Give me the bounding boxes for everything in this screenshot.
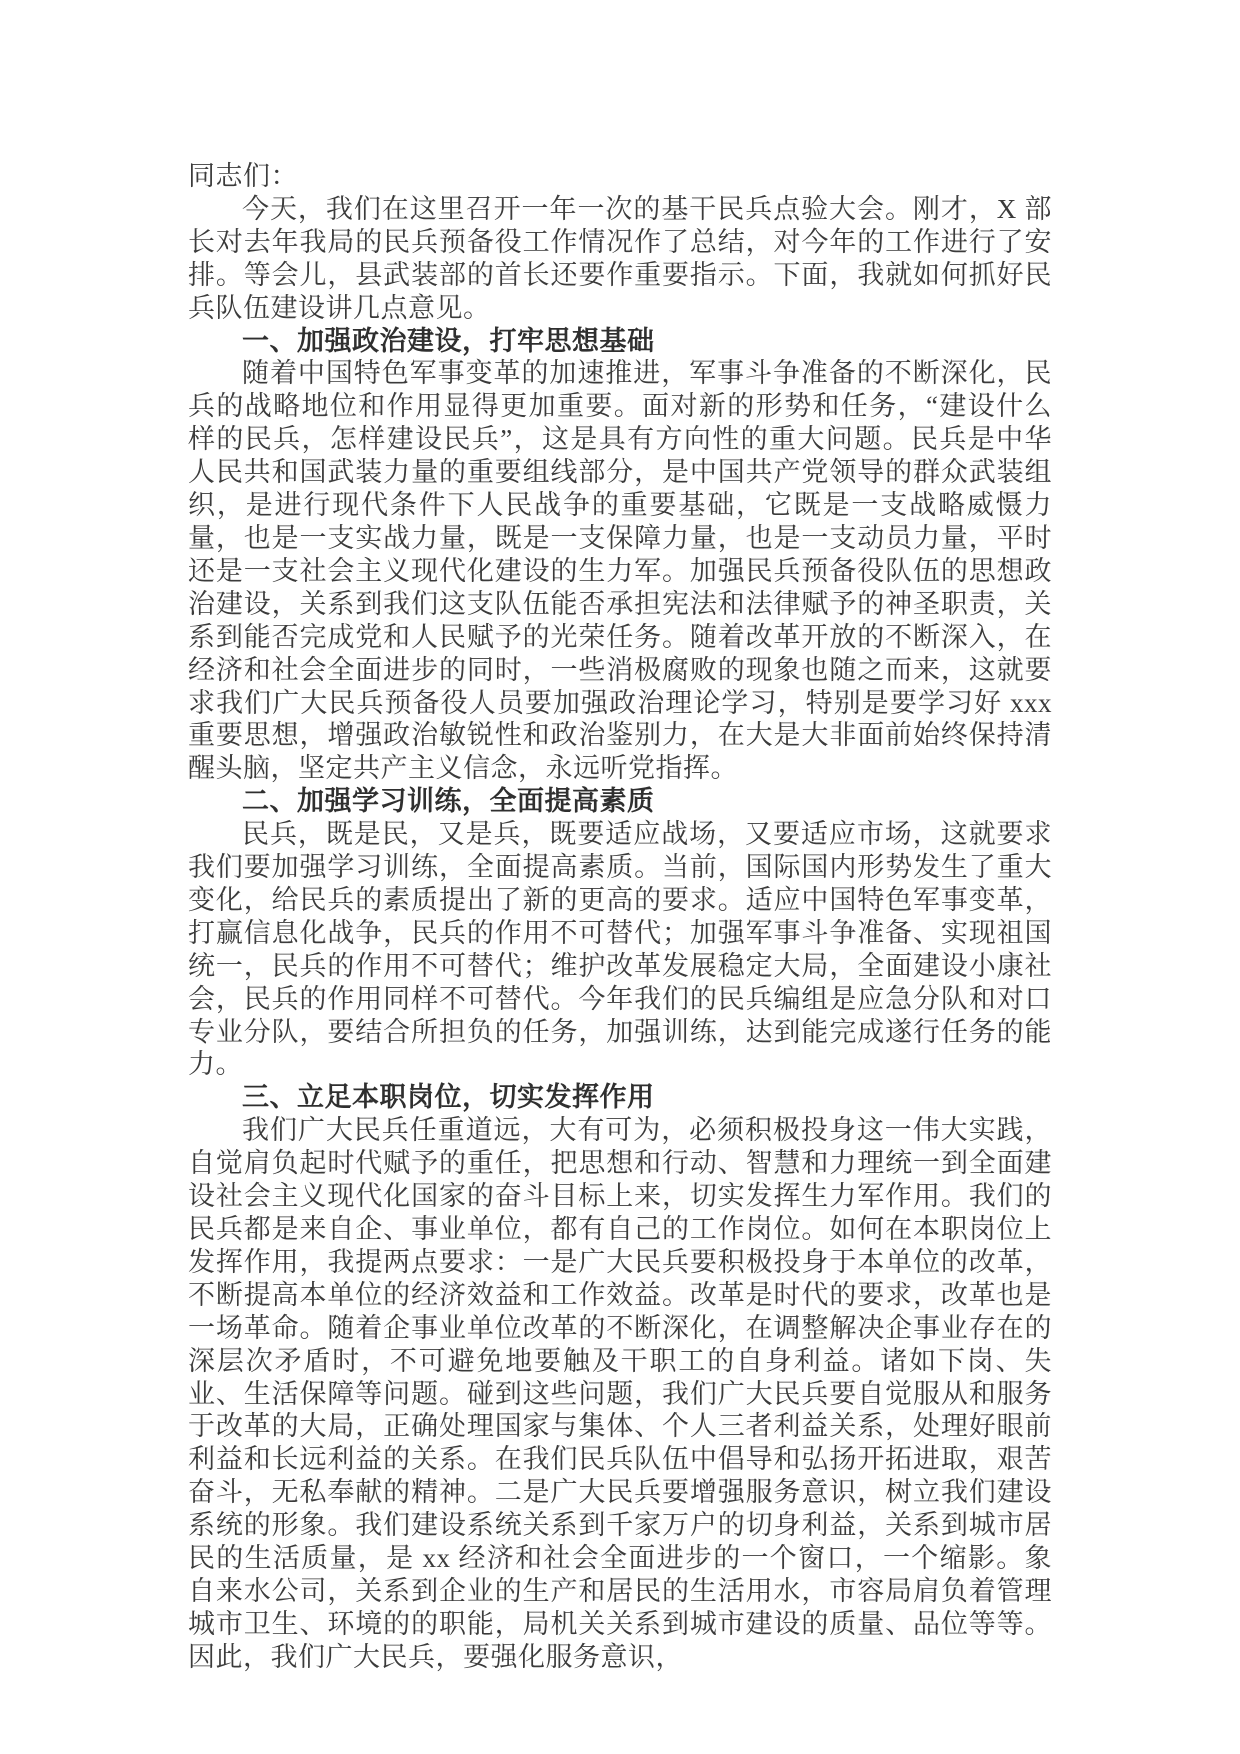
intro-paragraph: 今天，我们在这里召开一年一次的基干民兵点验大会。刚才，X 部长对去年我局的民兵预备役工作情况作了总结，对今年的工作进行了安排。等会儿，县武装部的首长还要作重要指示。下面，我就如何抓好民兵队伍建设讲几点意见。 xyxy=(188,193,1052,323)
section-1-heading: 一、加强政治建设，打牢思想基础 xyxy=(242,325,655,356)
salutation: 同志们： xyxy=(188,161,298,191)
section-2-paragraph: 民兵，既是民，又是兵，既要适应战场，又要适应市场，这就要求我们要加强学习训练，全面提高素质。当前，国际国内形势发生了重大变化，给民兵的素质提出了新的更高的要求。适应中国特色军事变革，打赢信息化战争，民兵的作用不可替代；加强军事斗争准备、实现祖国统一，民兵的作用不可替代；维护改革发展稳定大局，全面建设小康社会，民兵的作用同样不可替代。今年我们的民兵编组是应急分队和对口专业分队，要结合所担负的任务，加强训练，达到能完成遂行任务的能力。 xyxy=(188,819,1052,1080)
speech-document xyxy=(188,0,1052,1674)
section-3-heading: 三、立足本职岗位，切实发挥作用 xyxy=(242,1082,655,1113)
section-3-paragraph: 我们广大民兵任重道远，大有可为，必须积极投身这一伟大实践，自觉肩负起时代赋予的重任，把思想和行动、智慧和力理统一到全面建设社会主义现代化国家的奋斗目标上来，切实发挥生力军作用。我们的民兵都是来自企、事业单位，都有自己的工作岗位。如何在本职岗位上发挥作用，我提两点要求：一是广大民兵要积极投身于本单位的改革，不断提高本单位的经济效益和工作效益。改革是时代的要求，改革也是一场革命。随着企事业单位改革的不断深化，在调整解决企事业存在的深层次矛盾时，不可避免地要触及干职工的自身利益。诸如下岗、失业、生活保障等问题。碰到这些问题，我们广大民兵要自觉服从和服务于改革的大局，正确处理国家与集体、个人三者利益关系，处理好眼前利益和长远利益的关系。在我们民兵队伍中倡导和弘扬开拓进取，艰苦奋斗，无私奉献的精神。二是广大民兵要增强服务意识，树立我们建设系统的形象。我们建设系统关系到千家万户的切身利益，关系到城市居民的生活质量，是 xx 经济和社会全面进步的一个窗口，一个缩影。象自来水公司，关系到企业的生产和居民的生活用水，市容局肩负着管理城市卫生、环境的的职能，局机关关系到城市建设的质量、品位等等。因此，我们广大民兵，要强化服务意识， xyxy=(188,1115,1052,1672)
section-1-paragraph: 随着中国特色军事变革的加速推进，军事斗争准备的不断深化，民兵的战略地位和作用显得更加重要。面对新的形势和任务，“建设什么样的民兵，怎样建设民兵”，这是具有方向性的重大问题。民兵是中华人民共和国武装力量的重要组线部分，是中国共产党领导的群众武装组织，是进行现代条件下人民战争的重要基础，它既是一支战略威慑力量，也是一支实战力量，既是一支保障力量，也是一支动员力量，平时还是一支社会主义现代化建设的生力军。加强民兵预备役队伍的思想政治建设，关系到我们这支队伍能否承担宪法和法律赋予的神圣职责，关系到能否完成党和人民赋予的光荣任务。随着改革开放的不断深入，在经济和社会全面进步的同时，一些消极腐败的现象也随之而来，这就要求我们广大民兵预备役人员要加强政治理论学习，特别是要学习好 xxx 重要思想，增强政治敏锐性和政治鉴别力，在大是大非面前始终保持清醒头脑，坚定共产主义信念，永远听党指挥。 xyxy=(188,358,1052,784)
section-2-heading: 二、加强学习训练，全面提高素质 xyxy=(242,786,655,817)
